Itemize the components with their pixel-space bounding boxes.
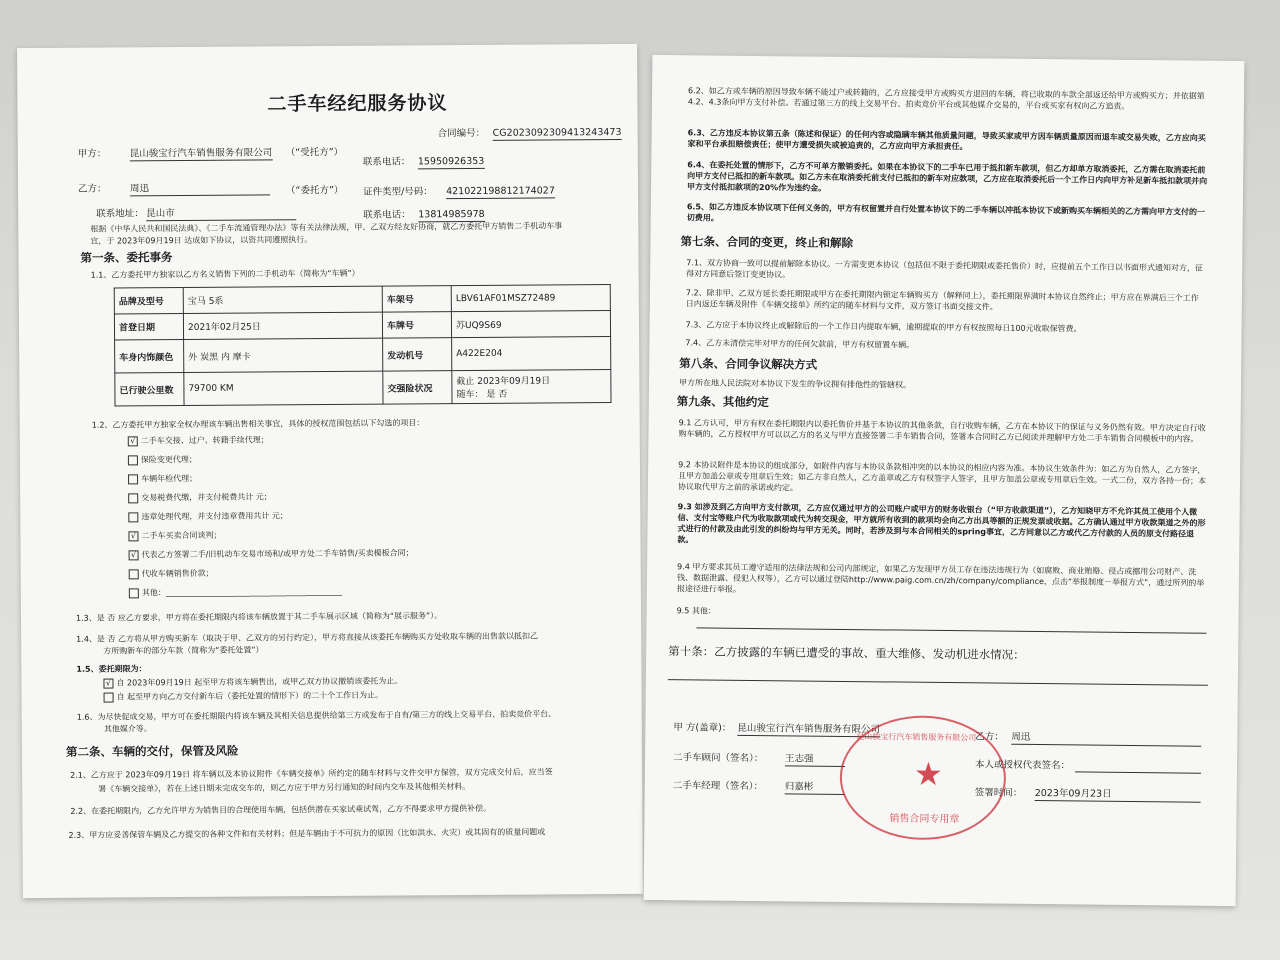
party-a-name: 昆山骏宝行汽车销售服务有限公司 <box>129 147 273 160</box>
engine-value: A422E204 <box>452 337 611 371</box>
option-label: 违章处理代理，并支付违章费用共计 元； <box>141 511 288 522</box>
document-title: 二手车经纪服务协议 <box>267 92 448 116</box>
clause-8: 甲方所在地人民法院对本协议下发生的争议拥有排他性的管辖权。 <box>678 378 912 390</box>
clause-2-1-line1: 2.1、乙方应于 2023年09月19日 将车辆以及本协议附件《车辆交接单》所约定的随车材料与文件交甲方保管，双方完成交付后，应当签 <box>70 767 553 780</box>
manager-signature: 归嘉彬 <box>785 780 845 795</box>
option-checkbox[interactable] <box>129 588 139 598</box>
party-a-label: 甲方： <box>77 148 107 160</box>
clause-9-1: 9.1 乙方认可，甲方有权在委托期限内以委托售价并基于本协议的其他条款，自行收购车辆，乙方在本协议下的保证与义务仍然有效。甲方决定自行收购车辆的，乙方授权甲方可以以乙方的名义与甲方直接签署二手车销售合同，签署本合同时乙方已阅读并理解甲方处二手车销售合同模板中的内容。 <box>678 418 1206 444</box>
preamble-line2: 宜，于 2023年09月19日 达成如下协议，以资共同遵照执行。 <box>90 235 313 246</box>
authorization-option <box>128 491 272 503</box>
clause-2-2: 2.2、在委托期限内，乙方允许甲方为销售目的合理使用车辆，包括供潜在买家试乘试驾，乙方不得要求甲方提供补偿。 <box>70 803 492 816</box>
party-b-sign-label: 乙方： <box>975 731 1004 743</box>
option-checkbox[interactable] <box>128 512 138 522</box>
star-icon: ★ <box>913 754 943 794</box>
clause-6-4: 6.4、在委托处置的情形下，乙方不可单方撤销委托。如果在本协议下的二手车已用于抵扣新车款项，但乙方却单方取消委托，乙方需在取消委托前向甲方支付已抵扣的新车款项。如乙方未在取消委托前支付已抵扣的新车对应款项，乙方应在取消委托后一个工作日内向甲方补足新车抵扣款项并向甲方支付抵扣款项的20%作为违约金。 <box>687 160 1208 193</box>
article-2-heading: 第二条、车辆的交付，保管及风险 <box>65 743 239 759</box>
seal-text-bottom: 销售合同专用章 <box>889 813 960 826</box>
party-b-label: 乙方： <box>77 183 107 195</box>
party-a-phone: 15950926353 <box>417 155 485 168</box>
representative-line <box>1075 771 1201 773</box>
party-b-phone-label: 联系电话： <box>363 209 411 221</box>
option-checkbox[interactable]: √ <box>128 436 138 446</box>
clause-6-3: 6.3、乙方违反本协议第五条（陈述和保证）的任何内容或隐瞒车辆其他质量问题，导致买家或甲方因车辆质量原因而退车或交易失败，乙方应向买家和平台承担赔偿责任；使甲方遭受损失或被追责的，乙方应向甲方承担责任。 <box>687 128 1206 152</box>
clause-9-5-line <box>696 627 1206 633</box>
clause-9-2: 9.2 本协议附件是本协议的组成部分，如附件内容与本协议条款相冲突的以本协议的相应内容为准。本协议生效条件为：如乙方为自然人，乙方签字，且甲方加盖公章或专用章后生效；如乙方非自然人，乙方盖章或乙方有权签字人签字，且甲方加盖公章或专用章后生效。一式二份，双方各持一份；本协议取代甲方之前的承诺或约定。 <box>677 460 1207 493</box>
option-checkbox[interactable] <box>128 493 138 503</box>
article-1-heading: 第一条、委托事务 <box>80 250 173 265</box>
party-a-seal-label: 甲 方(盖章)： <box>673 722 732 734</box>
party-a-phone-label: 联系电话： <box>362 156 411 168</box>
clause-6-2: 6.2、如乙方或车辆的原因导致车辆不能过户或转籍的，乙方应接受甲方或购买方退回的车辆，将已收取的车款全部返还给甲方或购买方；并依据第4.2、4.3条向甲方支付补偿。若通过第三方的线上交易平台、拍卖竞价平台或其他媒介交易的，平台或买家有权向乙方追责。 <box>687 86 1205 111</box>
option-b-text: 自 起至甲方向乙方交付新车后（委托处置的情形下）的二十个工作日为止。 <box>116 690 384 702</box>
color-value: 外 炭黑 内 摩卡 <box>184 338 383 372</box>
reg-date-label: 首登日期 <box>114 314 183 340</box>
brand-label: 品牌及型号 <box>114 288 183 314</box>
plate-label: 车牌号 <box>382 312 451 338</box>
party-b-phone: 13814985978 <box>418 208 485 221</box>
clause-7-2: 7.2、除非甲、乙双方延长委托期限或甲方在委托期限内锁定车辆购买方（解释同上），委托期限界满时本协议自然终止；甲方应在界满后三个工作日内返还车辆及附件《车辆交接单》所约定的随车材料与文件，双方签订书面交接文件。 <box>685 288 1199 312</box>
advisor-label: 二手车顾问（签名）： <box>673 752 764 765</box>
address-label: 联系地址： <box>96 208 144 220</box>
option-checkbox[interactable]: √ <box>129 550 139 560</box>
option-checkbox[interactable] <box>129 569 139 579</box>
sign-date-label: 签署时间： <box>974 787 1023 799</box>
contract-no: CG2023092309413243473 <box>492 126 622 139</box>
option-label: 二手车交接、过户、转籍手续代理； <box>140 435 269 446</box>
insurance-date: 截止 2023年09月19日 <box>456 376 551 388</box>
party-a-seal-name: 昆山骏宝行汽车销售服务有限公司 <box>737 722 880 736</box>
clause-9-4: 9.4 甲方要求其员工遵守适用的法律法规和公司内部规定，如果乙方发现甲方员工存在违法违规行为（如腐败、商业贿赂、侵占或挪用公司财产、洗钱、数据泄露、侵犯人权等），乙方可以通过登陆http://www.paig.com.cn/zh/company/compliance，点击“举报制度－举报方式”，通过所列的举报途径进行举报。 <box>676 562 1205 594</box>
option-label: 代表乙方签署二手/旧机动车交易市场和/或甲方处二手车销售/买卖模板合同； <box>141 548 414 560</box>
article-8-heading: 第八条、合同争议解决方式 <box>679 356 818 372</box>
clause-2-1-line2: 署《车辆交接单》，若在上述日期未完成交车的，则乙方应于甲方另行通知的时间内交车及其他相关材料。 <box>98 782 471 794</box>
clause-1-1: 1.1、乙方委托甲方独家以乙方名义销售下列的二手机动车（简称为“车辆”） <box>90 268 360 280</box>
clause-1-6-line2: 其他媒介等。 <box>103 724 152 734</box>
clause-6-5: 6.5、如乙方违反本协议项下任何义务的，甲方有权留置并自行处置本协议下的二手车辆以冲抵本协议下或新购买车辆相关的乙方需向甲方支付的一切费用。 <box>686 202 1206 223</box>
contract-page-1 <box>17 44 643 898</box>
authorization-option <box>128 454 197 465</box>
insurance-value <box>452 370 611 404</box>
option-label: 代收车辆销售价款； <box>141 568 214 579</box>
clause-7-1: 7.1、双方协商一致可以提前解除本协议。一方需变更本协议（包括但不限于委托期限或委托售价）时，应提前五个工作日以书面形式通知对方，征得对方同意后签订变更协议。 <box>686 258 1204 280</box>
clause-1-3: 1.3、是 否 应乙方要求，甲方将在委托期限内将该车辆放置于其二手车展示区域（简称为“展示服务”）。 <box>75 611 443 623</box>
clause-9-3: 9.3 如涉及到乙方向甲方支付款项，乙方应仅通过甲方的公司账户或甲方的财务收银台（“甲方收款渠道”），乙方知晓甲方不允许其员工使用个人微信、支付宝等账户代为收取款项或代为转交现金，甲方就所有收到的款项均会向乙方出具等额的正规发票或收据。乙方确认通过甲方收款渠道之外的形式进行的付款及由此引发的纠纷均与甲方无关。同时，若涉及到与本合同相关的spring事宜，乙方同意以乙方或代乙方付款的人员的原支付路径退款。 <box>677 502 1206 545</box>
clause-2-3: 2.3、甲方应妥善保管车辆及乙方提交的各种文件和有关材料；但是车辆由于不可抗力的原因（比如洪水、火灾）或其固有的质量问题或 <box>68 827 546 840</box>
clause-7-4: 7.4、乙方未清偿完毕对甲方的任何欠款前，甲方有权留置车辆。 <box>685 338 915 350</box>
option-checkbox[interactable] <box>128 455 138 465</box>
insurance-label: 交强险状况 <box>383 371 452 404</box>
option-label: 其他：____________________________________________ <box>141 586 342 598</box>
plate-value: 苏UQ9S69 <box>451 311 610 338</box>
clause-1-4-line2: 方所购新车的部分车款（简称为“委托处置”） <box>103 645 264 656</box>
brand-value: 宝马 5系 <box>183 286 382 313</box>
party-b-name: 周迅 <box>130 181 270 196</box>
vin-value: LBV61AF01MSZ72489 <box>451 285 610 312</box>
authorization-option <box>128 473 197 484</box>
id-label: 证件类型/号码： <box>363 186 433 198</box>
address: 昆山市 <box>146 206 296 221</box>
representative-label: 本人或授权代表签名： <box>974 759 1071 772</box>
authorization-option <box>129 547 414 560</box>
article-10-heading: 第十条：乙方披露的车辆已遭受的事故、重大维修、发动机进水情况： <box>668 644 1025 662</box>
clause-1-5: 1.5、委托期限为： <box>76 664 147 674</box>
clause-1-4-line1: 1.4、是 否 乙方将从甲方购买新车（取决于甲、乙双方的另行约定），甲方将直接从该委托车辆购买方处收取车辆的出售款以抵扣乙 <box>76 631 539 644</box>
vehicle-info-table <box>114 284 612 406</box>
color-label: 车身内饰颜色 <box>115 340 184 373</box>
party-b-id: 421022198812174027 <box>446 185 555 198</box>
option-checkbox[interactable] <box>128 474 138 484</box>
option-checkbox[interactable]: √ <box>128 531 138 541</box>
option-label: 保险变更代理； <box>140 454 197 465</box>
preamble-line1: 根据《中华人民共和国民法典》、《二手车流通管理办法》等有关法律法规，甲、乙双方经友好协商，就乙方委托甲方销售二手机动车事 <box>90 221 563 234</box>
article-7-heading: 第七条、合同的变更，终止和解除 <box>680 234 854 251</box>
authorization-option <box>128 510 288 522</box>
option-label: 交易税费代缴，并支付税费共计 元； <box>141 492 272 503</box>
option-a-checkbox[interactable]: √ <box>103 678 113 688</box>
authorization-option <box>129 586 342 598</box>
contract-page-2 <box>644 55 1245 906</box>
insurance-with-car: 随车： 是 否 <box>456 389 508 401</box>
mileage-label: 已行驶公里数 <box>115 373 184 406</box>
reg-date-value: 2021年02月25日 <box>183 312 382 339</box>
option-label: 车辆年检代理； <box>141 473 198 484</box>
party-b-signature: 周迅 <box>1011 731 1201 747</box>
clause-1-6-line1: 1.6、为尽快促成交易，甲方可在委托期限内将该车辆及其相关信息提供给第三方或发布于自有/第三方的线上交易平台、拍卖竞价平台、 <box>76 709 557 722</box>
advisor-signature: 王志强 <box>785 752 845 767</box>
option-label: 二手车买卖合同谈判； <box>141 530 222 541</box>
sign-date: 2023年09月23日 <box>1035 787 1201 803</box>
option-b-checkbox[interactable] <box>104 692 114 702</box>
vin-label: 车架号 <box>382 286 451 312</box>
option-a-text: 自 2023年09月19日 起至甲方将该车辆售出，或甲乙双方协议撤销该委托为止。 <box>116 676 403 688</box>
contract-no-label: 合同编号： <box>437 127 486 140</box>
article-9-heading: 第九条、其他约定 <box>676 394 769 410</box>
clause-1-5-option-b <box>104 690 384 703</box>
clause-9-5: 9.5 其他： <box>676 606 716 616</box>
clause-7-3: 7.3、乙方应于本协议终止或解除后的一个工作日内提取车辆，逾期提取的甲方有权按照每日100元收取保管费。 <box>685 320 1082 334</box>
party-b-role: （“委托方”） <box>286 184 344 197</box>
clause-1-2: 1.2、乙方委托甲方独家全权办理该车辆出售相关事宜，具体的授权范围包括以下勾选的项目： <box>91 418 425 430</box>
article-10-line <box>668 679 1208 686</box>
engine-label: 发动机号 <box>383 338 452 371</box>
authorization-option <box>128 434 269 446</box>
manager-label: 二手车经理（签名）： <box>672 780 764 793</box>
authorization-option <box>129 568 214 580</box>
mileage-value: 79700 KM <box>184 371 383 405</box>
party-a-role: （“受托方”） <box>285 146 344 159</box>
authorization-option <box>128 530 221 542</box>
clause-1-5-option-a <box>103 676 402 689</box>
seal-text-top: 昆山骏宝行汽车销售服务有限公司 <box>856 732 977 743</box>
